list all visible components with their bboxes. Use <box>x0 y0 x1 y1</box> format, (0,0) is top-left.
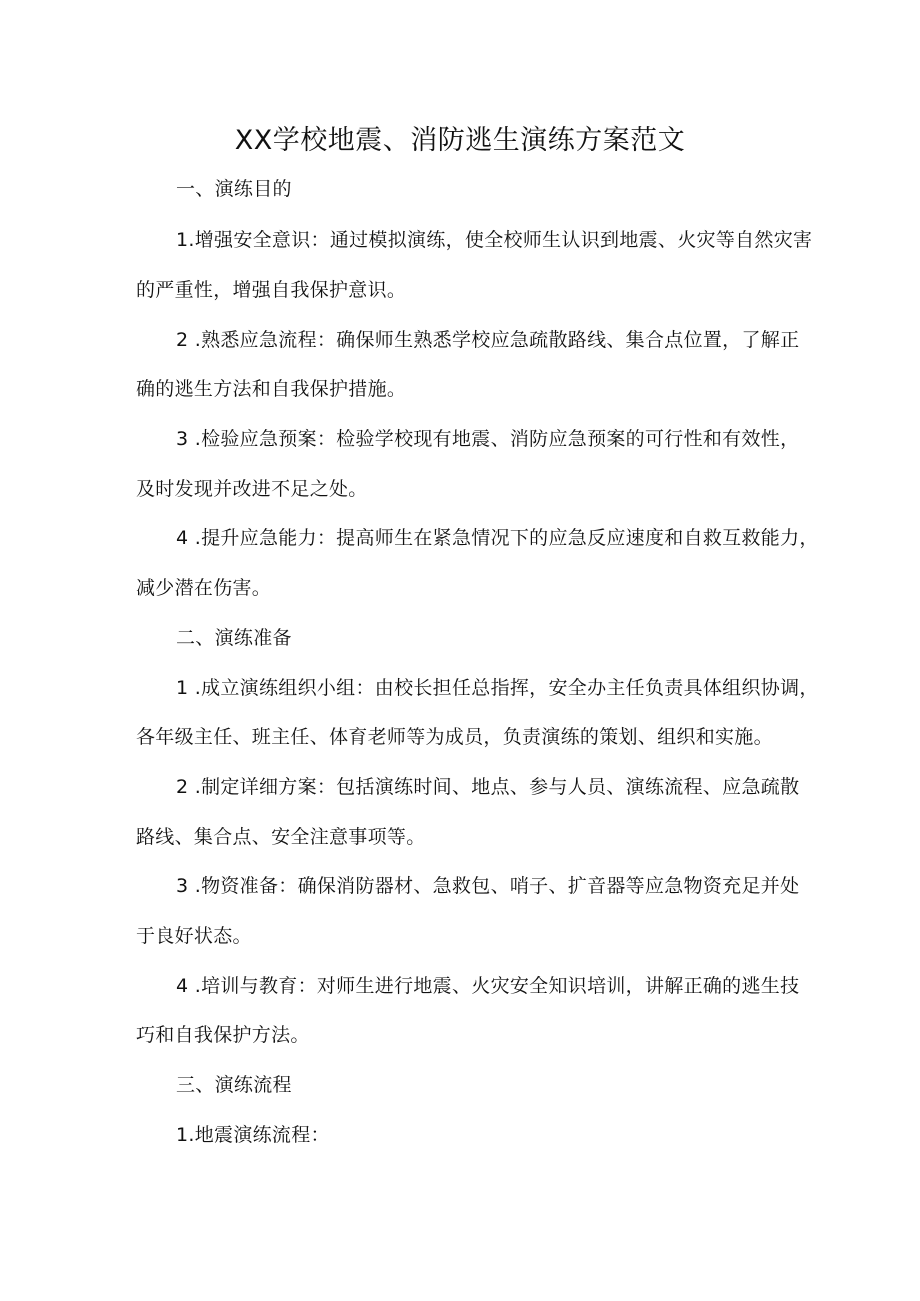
paragraph-line: 4 .提升应急能力：提高师生在紧急情况下的应急反应速度和自救互救能力， <box>176 527 819 549</box>
paragraph-line: 各年级主任、班主任、体育老师等为成员，负责演练的策划、组织和实施。 <box>136 726 773 748</box>
paragraph-line: 1.地震演练流程： <box>176 1124 330 1146</box>
paragraph-line: 巧和自我保护方法。 <box>136 1024 310 1046</box>
document-title: XX学校地震、消防逃生演练方案范文 <box>234 125 686 156</box>
paragraph-line: 路线、集合点、安全注意事项等。 <box>136 826 426 848</box>
paragraph-line: 2 .熟悉应急流程：确保师生熟悉学校应急疏散路线、集合点位置，了解正 <box>176 329 800 351</box>
paragraph-line: 3 .物资准备：确保消防器材、急救包、哨子、扩音器等应急物资充足并处 <box>176 875 800 897</box>
section-heading: 三、演练流程 <box>176 1074 292 1096</box>
paragraph-line: 确的逃生方法和自我保护措施。 <box>136 378 407 400</box>
section-heading: 一、演练目的 <box>176 178 292 200</box>
paragraph-line: 4 .培训与教育：对师生进行地震、火灾安全知识培训，讲解正确的逃生技 <box>176 975 800 997</box>
paragraph-line: 1 .成立演练组织小组：由校长担任总指挥，安全办主任负责具体组织协调， <box>176 677 819 699</box>
paragraph-line: 及时发现并改进不足之处。 <box>136 478 368 500</box>
paragraph-line: 减少潜在伤害。 <box>136 577 272 599</box>
section-heading: 二、演练准备 <box>176 627 292 649</box>
paragraph-line: 1.增强安全意识：通过模拟演练，使全校师生认识到地震、火灾等自然灾害 <box>176 229 813 251</box>
paragraph-line: 2 .制定详细方案：包括演练时间、地点、参与人员、演练流程、应急疏散 <box>176 776 800 798</box>
paragraph-line: 于良好状态。 <box>136 925 252 947</box>
paragraph-line: 3 .检验应急预案：检验学校现有地震、消防应急预案的可行性和有效性， <box>176 428 800 450</box>
paragraph-line: 的严重性，增强自我保护意识。 <box>136 279 407 301</box>
